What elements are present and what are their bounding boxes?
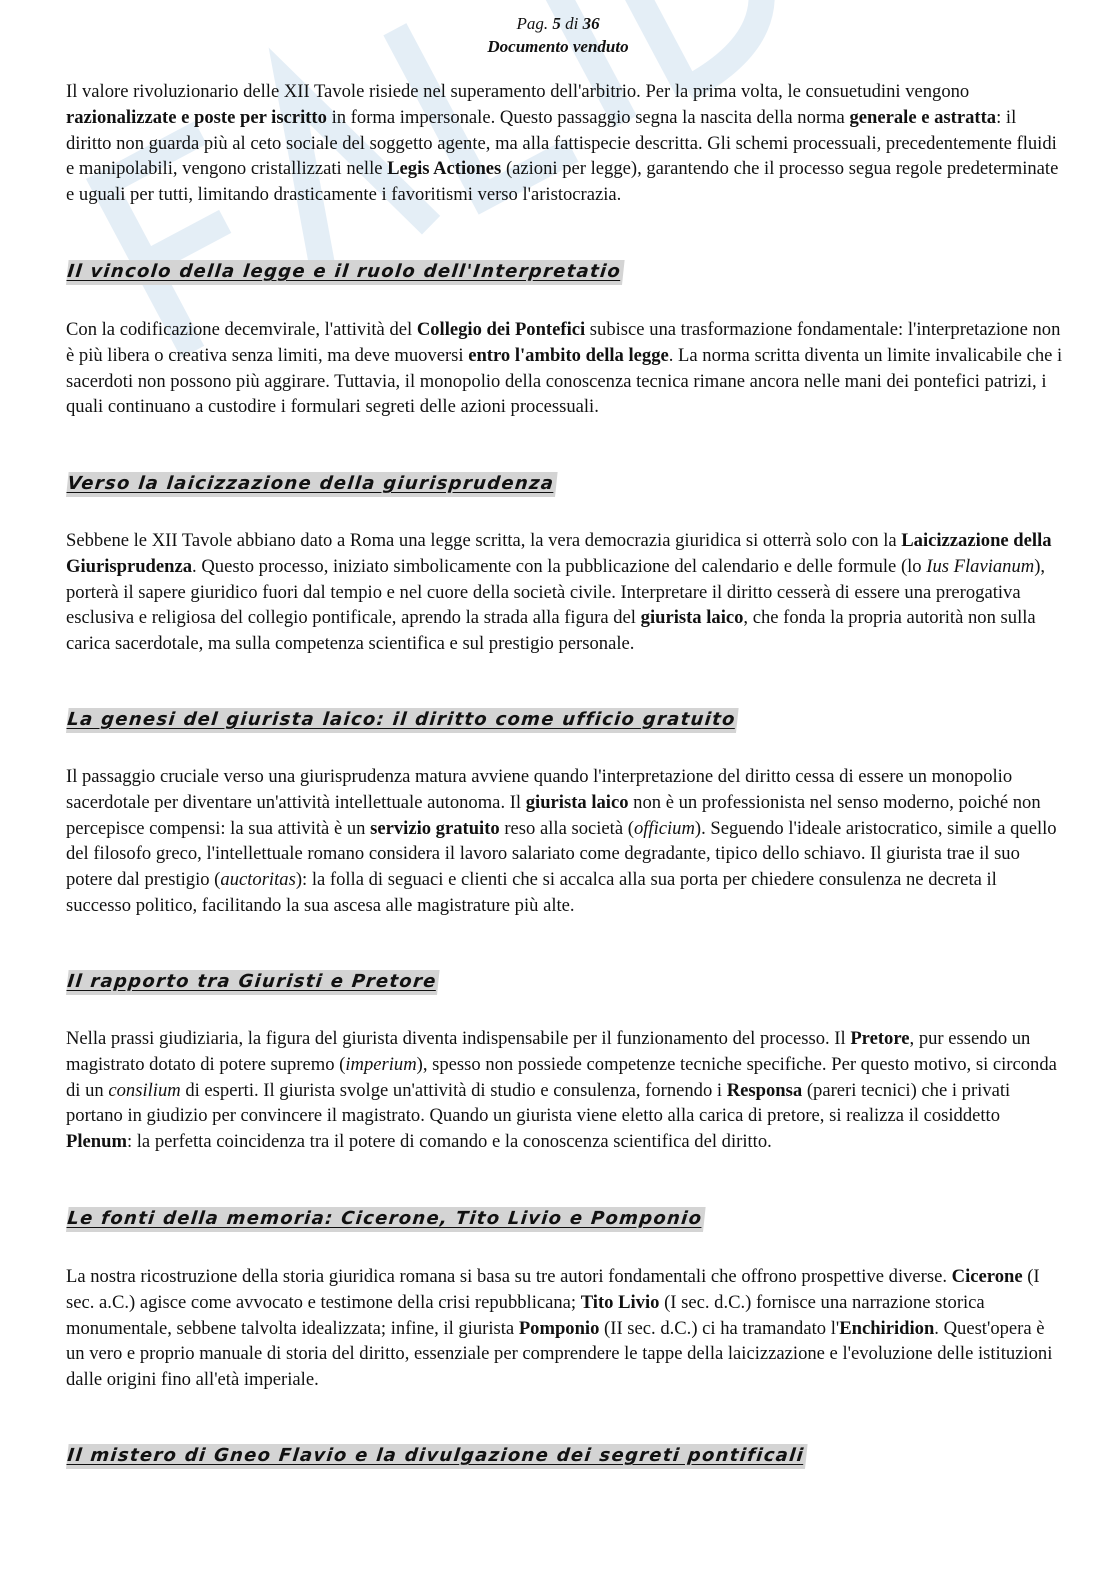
section-heading: Le fonti della memoria: Cicerone, Tito Livio e Pomponio [66, 1207, 706, 1232]
document-subtitle: Documento venduto [487, 37, 629, 56]
paragraph: Nella prassi giudiziaria, la figura del giurista diventa indispensabile per il funzionamento del processo. Il Pretore, pur essendo un magistrato dotato di potere supremo (imperium), spesso non possiede competenze tecniche specifiche. Per questo motivo, si circonda di un consilium di esperti. Il giurista svolge un'attività di studio e consulenza, fornendo i Responsa (pareri tecnici) che i privati portano in giudizio per convincere il magistrato. Quando un giurista viene eletto alla carica di pretore, si realizza il cosiddetto Plenum: la perfetta coincidenza tra il potere di comando e la conoscenza scientifica del diritto. [66, 1028, 1057, 1153]
section-heading: Il rapporto tra Giuristi e Pretore [66, 970, 440, 995]
paragraph: La nostra ricostruzione della storia giuridica romana si basa su tre autori fondamentali che offrono prospettive diverse. Cicerone (I sec. a.C.) agisce come avvocato e testimone della crisi repubblicana; Tito Livio (I sec. d.C.) fornisce una narrazione storica monumentale, sebbene talvolta idealizzata; infine, il giurista Pomponio (II sec. d.C.) ci ha tramandato l'Enchiridion. Quest'opera è un vero e proprio manuale di storia del diritto, essenziale per comprendere le tappe della laicizzazione e l'evoluzione delle istituzioni dalle origini fino all'età imperiale. [66, 1266, 1053, 1391]
section-heading: Il vincolo della legge e il ruolo dell'Interpretatio [66, 260, 624, 285]
page-number: Pag. 5 di 36 [516, 14, 600, 33]
paragraph: Sebbene le XII Tavole abbiano dato a Roma una legge scritta, la vera democrazia giuridica si otterrà solo con la Laicizzazione della Giurisprudenza. Questo processo, iniziato simbolicamente con la pubblicazione del calendario e delle formule (lo Ius Flavianum), porterà il sapere giuridico fuori dal tempio e nel cuore della società civile. Interpretare il diritto cesserà di essere una prerogativa esclusiva e religiosa del collegio pontificale, aprendo la strada alla figura del giurista laico, che fonda la propria autorità non sulla carica sacerdotale, ma sulla competenza scientifica e sul prestigio personale. [66, 530, 1052, 655]
paragraph-intro: Il valore rivoluzionario delle XII Tavole risiede nel superamento dell'arbitrio. Per la prima volta, le consuetudini vengono razionalizzate e poste per iscritto in forma impersonale. Questo passaggio segna la nascita della norma generale e astratta: il diritto non guarda più al ceto sociale del soggetto agente, ma alla fattispecie descritta. Gli schemi processuali, precedentemente fluidi e manipolabili, vengono cristallizzati nelle Legis Actiones (azioni per legge), garantendo che il processo segua regole predeterminate e uguali per tutti, limitando drasticamente i favoritismi verso l'aristocrazia. [66, 81, 1059, 206]
paragraph: Con la codificazione decemvirale, l'attività del Collegio dei Pontefici subisce una trasformazione fondamentale: l'interpretazione non è più libera o creativa senza limiti, ma deve muoversi entro l'ambito della legge. La norma scritta diventa un limite invalicabile che i sacerdoti non possono più aggirare. Tuttavia, il monopolio della conoscenza tecnica rimane ancora nelle mani dei pontefici patrizi, i quali continuano a custodire i formulari segreti delle azioni processuali. [66, 319, 1063, 418]
paragraph: Il passaggio cruciale verso una giurisprudenza matura avviene quando l'interpretazione del diritto cessa di essere un monopolio sacerdotale per diventare un'attività intellettuale autonoma. Il giurista laico non è un professionista nel senso moderno, poiché non percepisce compensi: la sua attività è un servizio gratuito reso alla società (officium). Seguendo l'ideale aristocratico, simile a quello del filosofo greco, l'intellettuale romano considera il lavoro salariato come degradante, tipico dello schiavo. Il giurista trae il suo potere dal prestigio (auctoritas): la folla di seguaci e clienti che si accalca alla sua porta per chiedere consulenza ne decreta il successo politico, facilitando la sua ascesa alle magistrature più alte. [66, 766, 1057, 916]
section-heading: Verso la laicizzazione della giurisprudenza [66, 472, 557, 497]
section-heading: La genesi del giurista laico: il diritto come ufficio gratuito [66, 708, 739, 733]
section-heading: Il mistero di Gneo Flavio e la divulgazione dei segreti pontificali [66, 1444, 807, 1469]
